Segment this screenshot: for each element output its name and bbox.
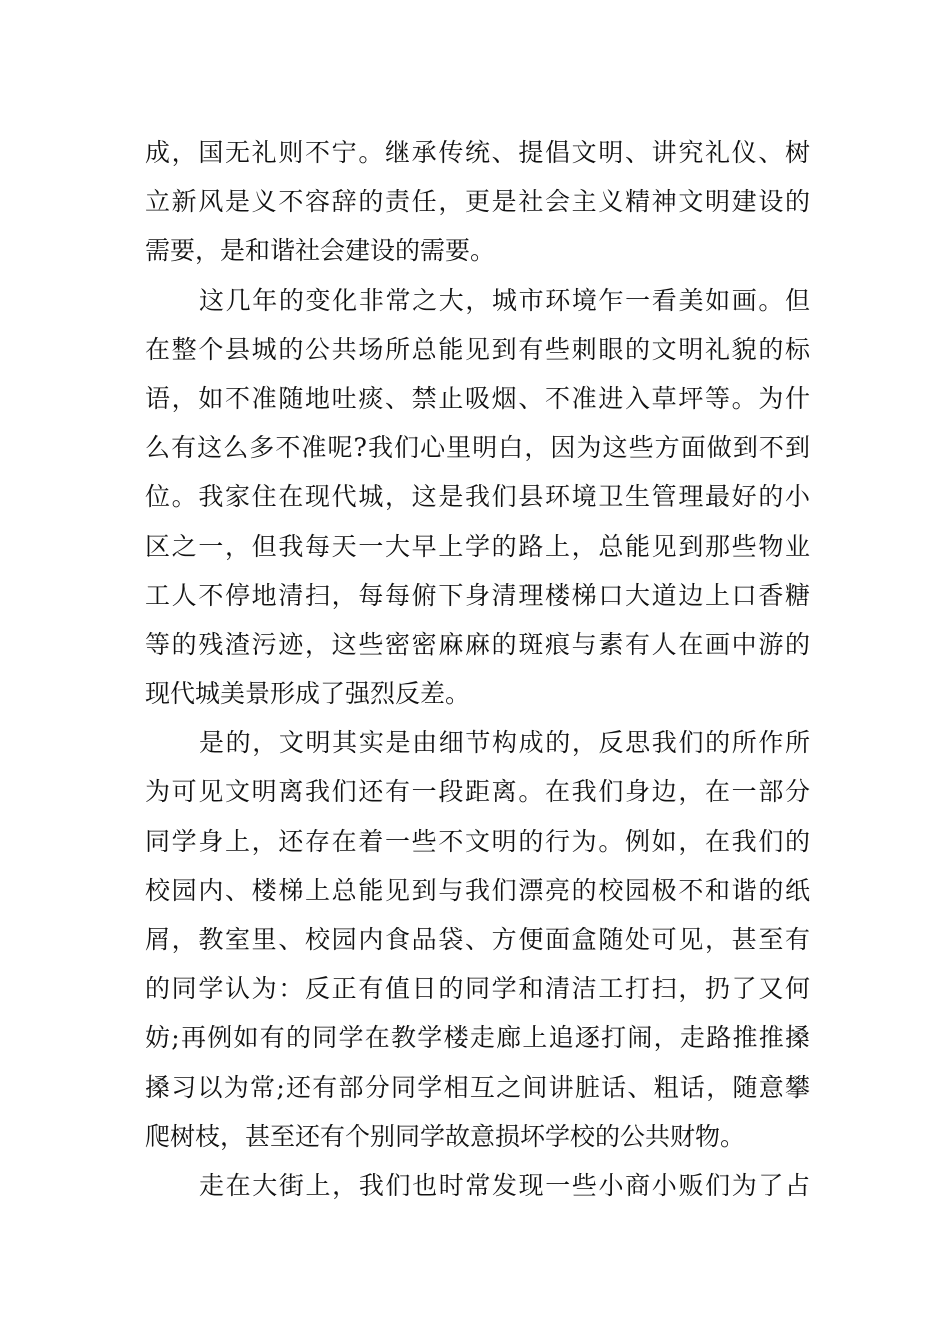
text-line: 同学身上，还存在着一些不文明的行为。例如，在我们的 xyxy=(145,826,810,856)
paragraph-4 xyxy=(145,1161,810,1210)
text-line: 区之一，但我每天一大早上学的路上，总能见到那些物业 xyxy=(145,531,810,561)
text-line: 校园内、楼梯上总能见到与我们漂亮的校园极不和谐的纸 xyxy=(145,875,810,905)
text-line: 位。我家住在现代城，这是我们县环境卫生管理最好的小 xyxy=(145,482,810,512)
paragraph-2 xyxy=(145,276,810,719)
text-line: 为可见文明离我们还有一段距离。在我们身边，在一部分 xyxy=(145,777,810,807)
body-text xyxy=(145,128,810,1210)
text-line: 屑，教室里、校园内食品袋、方便面盒随处可见，甚至有 xyxy=(145,925,810,954)
text-line: 是的，文明其实是由细节构成的，反思我们的所作所 xyxy=(199,728,810,758)
text-line: 成，国无礼则不宁。继承传统、提倡文明、讲究礼仪、树 xyxy=(145,138,810,167)
paragraph-3 xyxy=(145,718,810,1161)
text-line: 现代城美景形成了强烈反差。 xyxy=(145,679,471,709)
text-line: 语，如不准随地吐痰、禁止吸烟、不准进入草坪等。为什 xyxy=(145,383,810,413)
text-line: 搡习以为常;还有部分同学相互之间讲脏话、粗话，随意攀 xyxy=(145,1072,810,1102)
text-line: 立新风是义不容辞的责任，更是社会主义精神文明建设的 xyxy=(145,187,810,217)
text-line: 在整个县城的公共场所总能见到有些刺眼的文明礼貌的标 xyxy=(145,334,810,364)
text-line: 等的残渣污迹，这些密密麻麻的斑痕与素有人在画中游的 xyxy=(145,629,810,659)
text-line: 工人不停地清扫，每每俯下身清理楼梯口大道边上口香糖 xyxy=(145,580,810,610)
text-line: 需要，是和谐社会建设的需要。 xyxy=(145,236,496,266)
text-line: 爬树枝，甚至还有个别同学故意损坏学校的公共财物。 xyxy=(145,1121,746,1151)
text-line: 这几年的变化非常之大，城市环境乍一看美如画。但 xyxy=(199,285,810,315)
paragraph-1 xyxy=(145,128,810,276)
text-line: 么有这么多不准呢?我们心里明白，因为这些方面做到不到 xyxy=(145,433,810,463)
text-line: 的同学认为：反正有值日的同学和清洁工打扫，扔了又何 xyxy=(145,974,810,1004)
text-line: 妨;再例如有的同学在教学楼走廊上追逐打闹，走路推推搡 xyxy=(145,1023,810,1053)
text-line: 走在大街上，我们也时常发现一些小商小贩们为了占 xyxy=(199,1170,810,1200)
